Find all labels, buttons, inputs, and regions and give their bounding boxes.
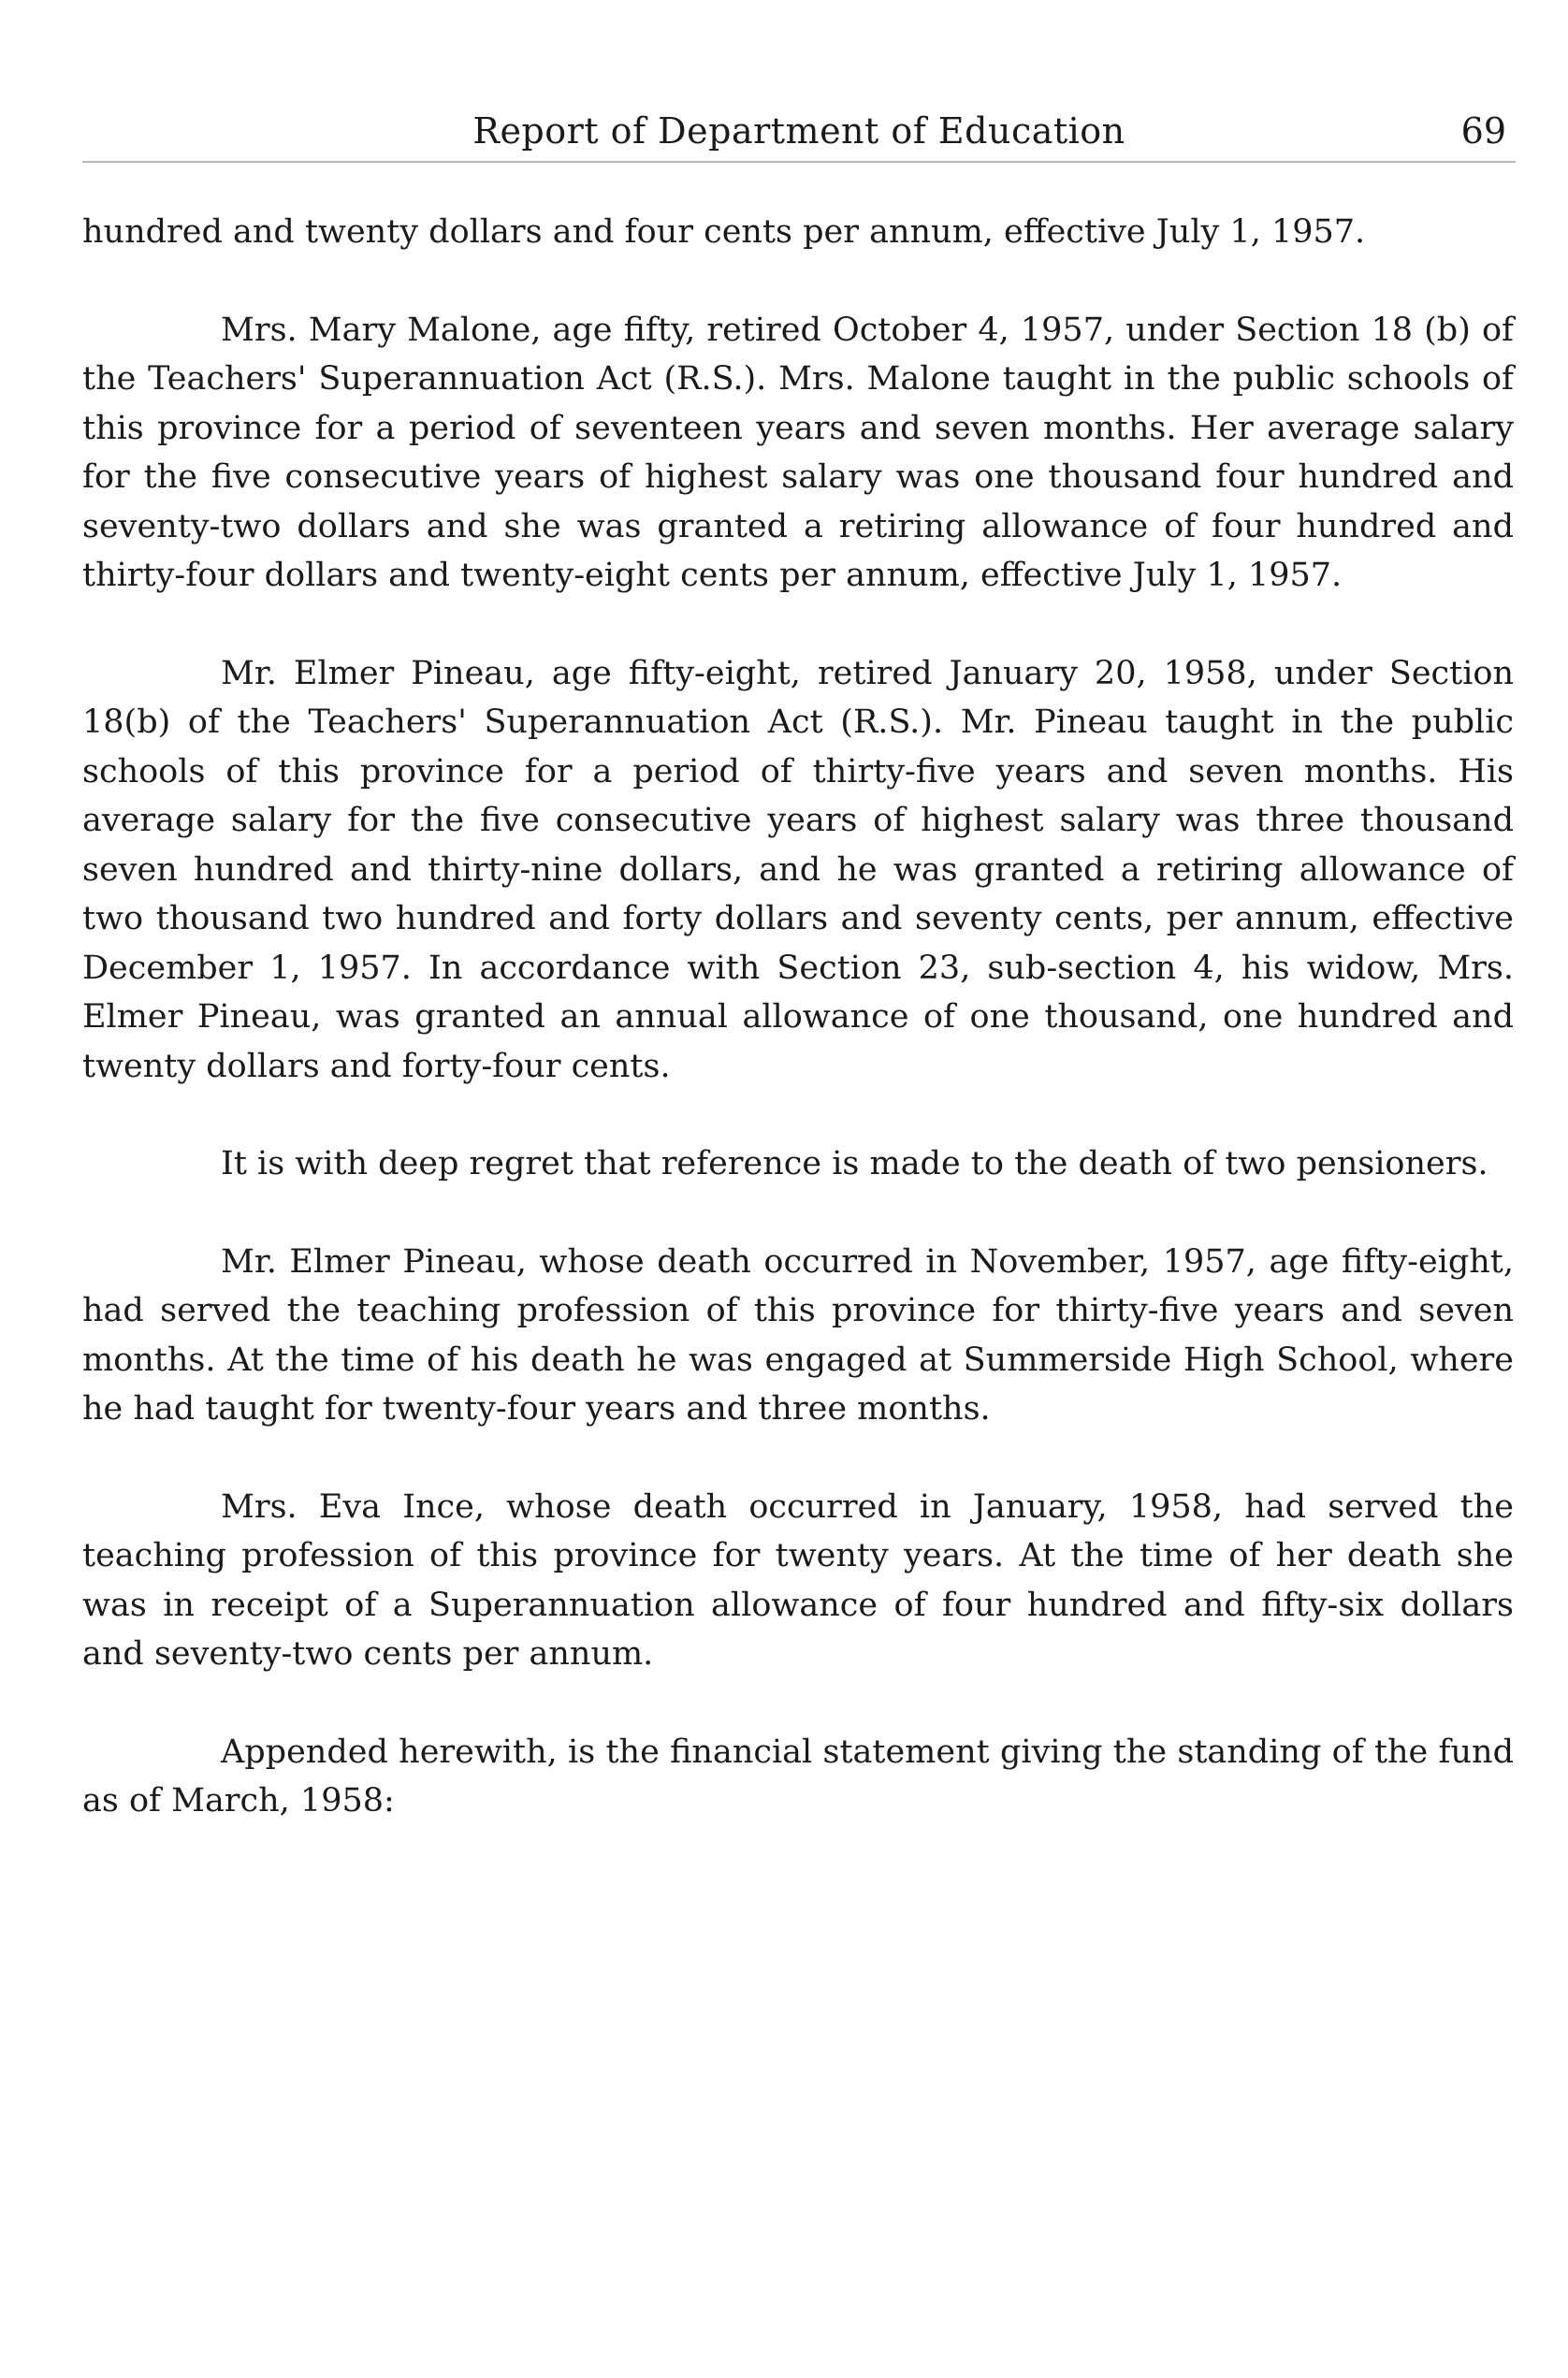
- paragraph-deaths-intro: It is with deep regret that reference is made to the death of two pensioners.: [221, 1145, 1488, 1182]
- header-title: Report of Department of Education: [472, 110, 1125, 152]
- body-text: [82, 208, 1514, 1826]
- paragraph-mary-malone-retirement: Mrs. Mary Malone, age fifty, retired October 4, 1957, under Section 18 (b) of the Teachers' Superannuation Act (R.S.). Mrs. Malone taught in the public schools of this province for a period of seventeen years and seven months. Her average salary for the five consecutive years of highest salary was one thousand four hundred and seventy-two dollars and she was granted a retiring allowance of four hundred and thirty-four dollars and twenty-eight cents per annum, effective July 1, 1957.: [82, 311, 1514, 594]
- header-rule: [82, 161, 1516, 163]
- paragraph-elmer-pineau-death: Mr. Elmer Pineau, whose death occurred in November, 1957, age fifty-eight, had served the teaching profession of this province for thirty-five years and seven months. At the time of his death he was engaged at Summerside High School, where he had taught for twenty-four years and three months.: [82, 1242, 1514, 1428]
- paragraph-elmer-pineau-retirement: Mr. Elmer Pineau, age fifty-eight, retired January 20, 1958, under Section 18(b) of the Teachers' Superannuation Act (R.S.). Mr. Pineau taught in the public schools of this province for a period of thirty-five years and seven months. His average salary for the five consecutive years of highest salary was three thousand seven hundred and thirty-nine dollars, and he was granted a retiring allowance of two thousand two hundred and forty dollars and seventy cents, per annum, effective December 1, 1957. In accordance with Section 23, sub-section 4, his widow, Mrs. Elmer Pineau, was granted an annual allowance of one thousand, one hundred and twenty dollars and forty-four cents.: [82, 654, 1514, 1085]
- running-header: [82, 103, 1516, 159]
- paragraph-eva-ince-death: Mrs. Eva Ince, whose death occurred in January, 1958, had served the teaching profession of this province for twenty years. At the time of her death she was in receipt of a Superannuation allowance of four hundred and fifty-six dollars and seventy-two cents per annum.: [82, 1487, 1514, 1673]
- paragraph-financial-statement-intro: Appended herewith, is the financial statement giving the standing of the fund as of March, 1958:: [82, 1733, 1514, 1820]
- paragraph-continuation: hundred and twenty dollars and four cents per annum, effective July 1, 1957.: [82, 213, 1366, 251]
- page-number: 69: [1460, 110, 1506, 152]
